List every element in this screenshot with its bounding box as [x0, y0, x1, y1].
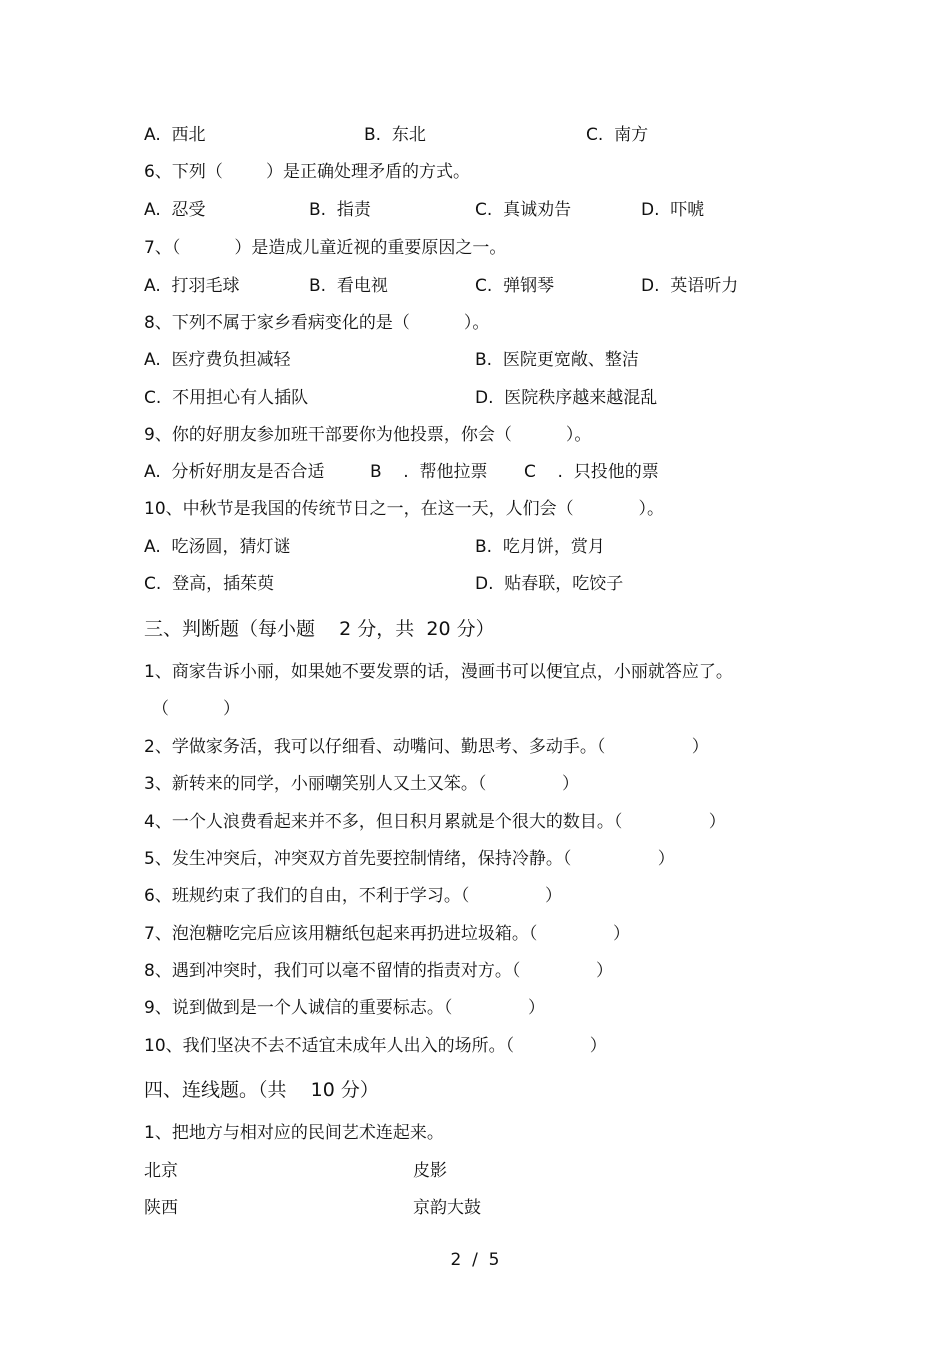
q6-option-d: D. 吓唬 [641, 200, 705, 220]
tf-item-2: 2、学做家务活，我可以仔细看、动嘴问、勤思考、多动手。（ ） [144, 737, 709, 757]
q10-option-a: A. 吃汤圆，猜灯谜 [144, 537, 291, 557]
q8-stem: 8、下列不属于家乡看病变化的是（ ）。 [144, 313, 490, 333]
q10-stem: 10、中秋节是我国的传统节日之一，在这一天，人们会（ ）。 [144, 499, 664, 519]
tf-item-7: 7、泡泡糖吃完后应该用糖纸包起来再扔进垃圾箱。（ ） [144, 924, 630, 944]
tf-item-3: 3、新转来的同学，小丽嘲笑别人又土又笨。（ ） [144, 774, 579, 794]
section3-title: 三、判断题（每小题 2 分，共 20 分） [144, 618, 495, 640]
q8-option-b: B. 医院更宽敞、整洁 [475, 350, 639, 370]
page-number: 2 / 5 [450, 1250, 500, 1270]
tf-item-5: 5、发生冲突后，冲突双方首先要控制情绪，保持冷静。（ ） [144, 849, 675, 869]
matching-right-1: 皮影 [413, 1161, 447, 1181]
q7-option-c: C. 弹钢琴 [475, 276, 555, 296]
section4-title: 四、连线题。（共 10 分） [144, 1079, 379, 1101]
q8-option-c: C. 不用担心有人插队 [144, 388, 309, 408]
tf-item-8: 8、遇到冲突时，我们可以毫不留情的指责对方。（ ） [144, 961, 613, 981]
tf-item-4: 4、一个人浪费看起来并不多，但日积月累就是个很大的数目。（ ） [144, 812, 726, 832]
q9-option-c: C . 只投他的票 [524, 462, 659, 482]
matching-left-2: 陕西 [144, 1198, 178, 1218]
tf-item-9: 9、说到做到是一个人诚信的重要标志。（ ） [144, 998, 545, 1018]
q6-option-b: B. 指责 [309, 200, 371, 220]
matching-q1: 1、把地方与相对应的民间艺术连起来。 [144, 1123, 444, 1143]
q10-option-d: D. 贴春联，吃饺子 [475, 574, 624, 594]
q6-option-a: A. 忍受 [144, 200, 206, 220]
q7-option-b: B. 看电视 [309, 276, 388, 296]
q9-option-a: A. 分析好朋友是否合适 [144, 462, 325, 482]
q8-option-a: A. 医疗费负担减轻 [144, 350, 291, 370]
q7-stem: 7、（ ）是造成儿童近视的重要原因之一。 [144, 238, 507, 258]
q5-option-a: A. 西北 [144, 125, 206, 145]
matching-left-1: 北京 [144, 1161, 178, 1181]
tf-item-10: 10、我们坚决不去不适宜未成年人出入的场所。（ ） [144, 1036, 607, 1056]
tf-item-1: 1、商家告诉小丽，如果她不要发票的话，漫画书可以便宜点，小丽就答应了。 [144, 662, 733, 682]
q10-option-c: C. 登高，插茱萸 [144, 574, 275, 594]
q8-option-d: D. 医院秩序越来越混乱 [475, 388, 658, 408]
q10-option-b: B. 吃月饼，赏月 [475, 537, 605, 557]
q7-option-a: A. 打羽毛球 [144, 276, 240, 296]
tf-item-1-blank: （ ） [152, 699, 241, 719]
q9-option-b: B . 帮他拉票 [370, 462, 488, 482]
q6-option-c: C. 真诚劝告 [475, 200, 572, 220]
q5-option-c: C. 南方 [586, 125, 649, 145]
q7-option-d: D. 英语听力 [641, 276, 739, 296]
q9-stem: 9、你的好朋友参加班干部要你为他投票，你会（ ）。 [144, 425, 592, 445]
tf-item-6: 6、班规约束了我们的自由，不利于学习。（ ） [144, 886, 562, 906]
q6-stem: 6、下列（ ）是正确处理矛盾的方式。 [144, 162, 471, 182]
matching-right-2: 京韵大鼓 [413, 1198, 481, 1218]
q5-option-b: B. 东北 [364, 125, 426, 145]
